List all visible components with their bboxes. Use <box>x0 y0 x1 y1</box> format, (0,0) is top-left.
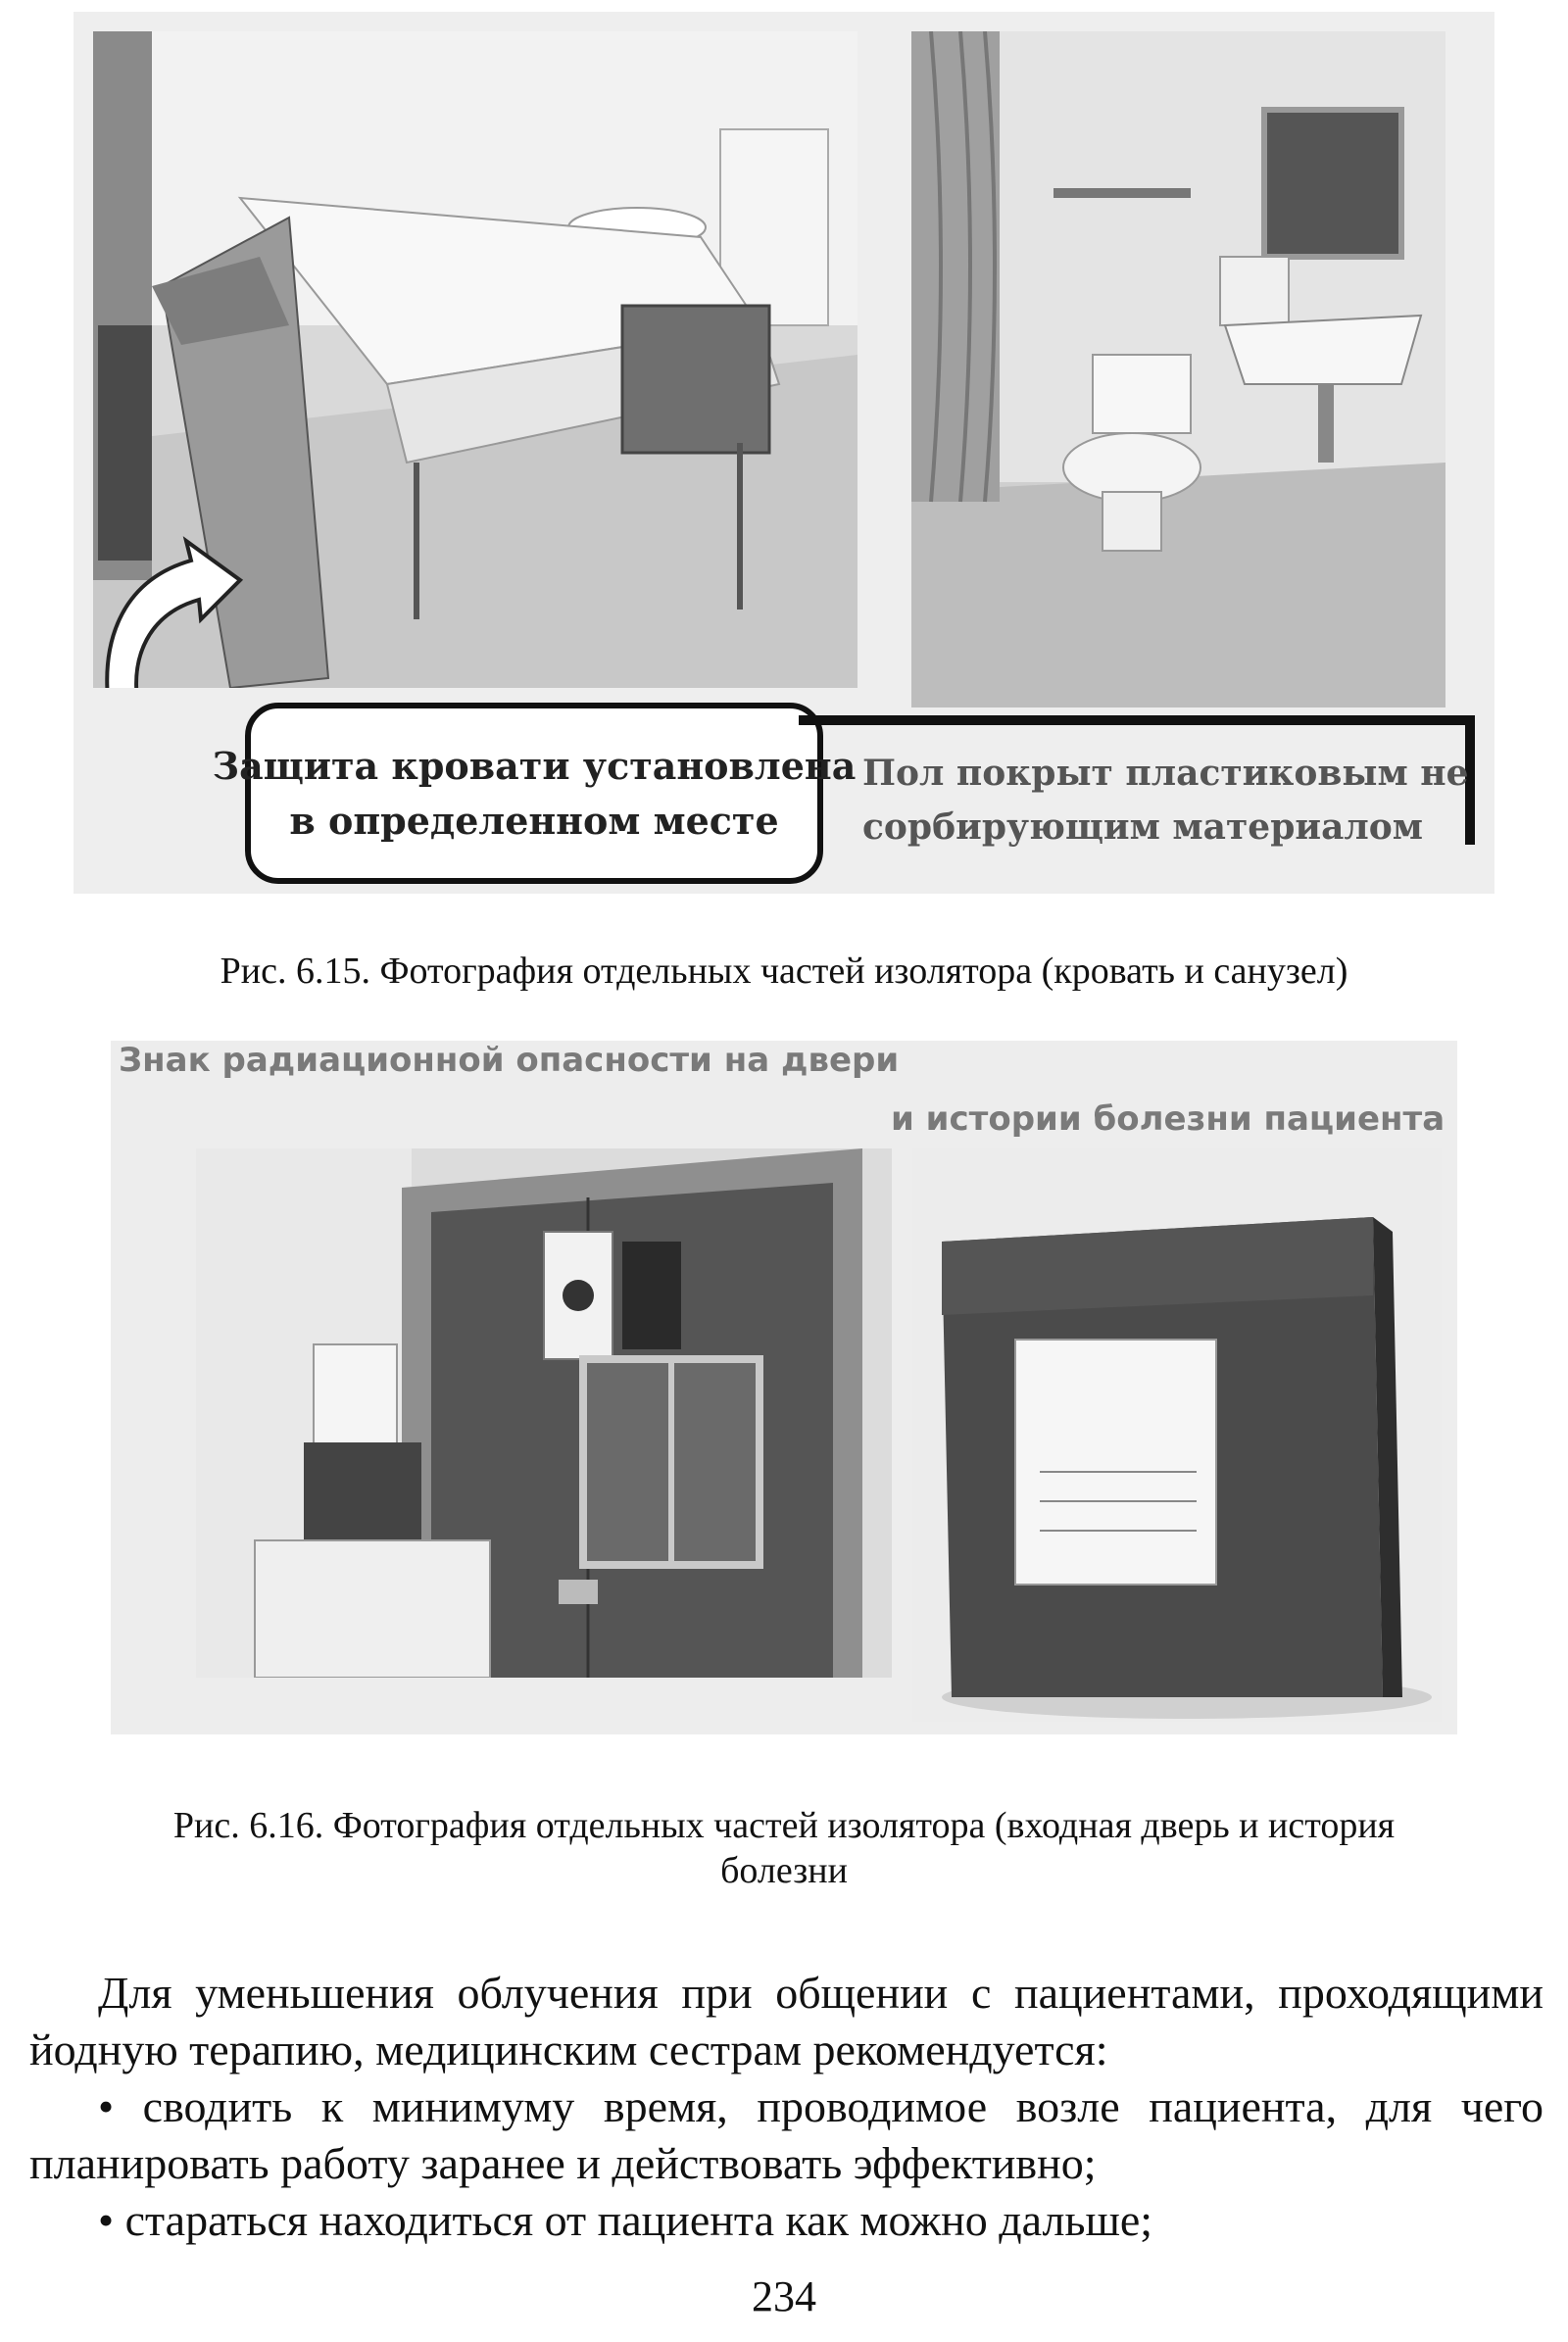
bullet-item: • стараться находиться от пациента как можно дальше; <box>98 2195 1153 2245</box>
page-number: 234 <box>752 2272 816 2320</box>
figure-6-15-caption: Рис. 6.15. Фотография отдельных частей изолятора (кровать и санузел) <box>220 951 1348 992</box>
figure-6-16 <box>111 1041 1457 1734</box>
callout-bed-protection <box>212 703 857 884</box>
callout-floor-line-2: сорбирующим материалом <box>862 806 1424 848</box>
body-paragraph: Для уменьшения облучения при общении с пациентами, проходящими йодную терапию, медицинским сестрам рекомендуется: <box>29 1968 1544 2074</box>
body-text <box>29 1965 1544 2249</box>
figure-6-16-title-line-2: и истории болезни пациента <box>891 1099 1446 1139</box>
bathroom-photo <box>911 31 1446 707</box>
callout-floor-covering <box>862 747 1469 854</box>
bed-photo <box>93 31 858 688</box>
medical-record-photo <box>912 1148 1442 1722</box>
figure-6-16-caption-line-1: Рис. 6.16. Фотография отдельных частей изолятора (входная дверь и история <box>172 1805 1396 1846</box>
callout-bed-line-2: в определенном месте <box>289 798 779 843</box>
figure-6-16-caption-line-2: болезни <box>720 1850 848 1891</box>
bullet-item: • сводить к минимуму время, проводимое возле пациента, для чего планировать работу заранее и действовать эффективно; <box>29 2081 1544 2188</box>
figure-6-16-title-line-1: Знак радиационной опасности на двери <box>119 1041 900 1080</box>
callout-bed-line-1: Защита кровати установлена <box>212 743 857 788</box>
figure-6-15 <box>74 12 1494 894</box>
door-photo <box>196 1148 892 1678</box>
callout-floor-line-1: Пол покрыт пластиковым не <box>862 753 1469 794</box>
